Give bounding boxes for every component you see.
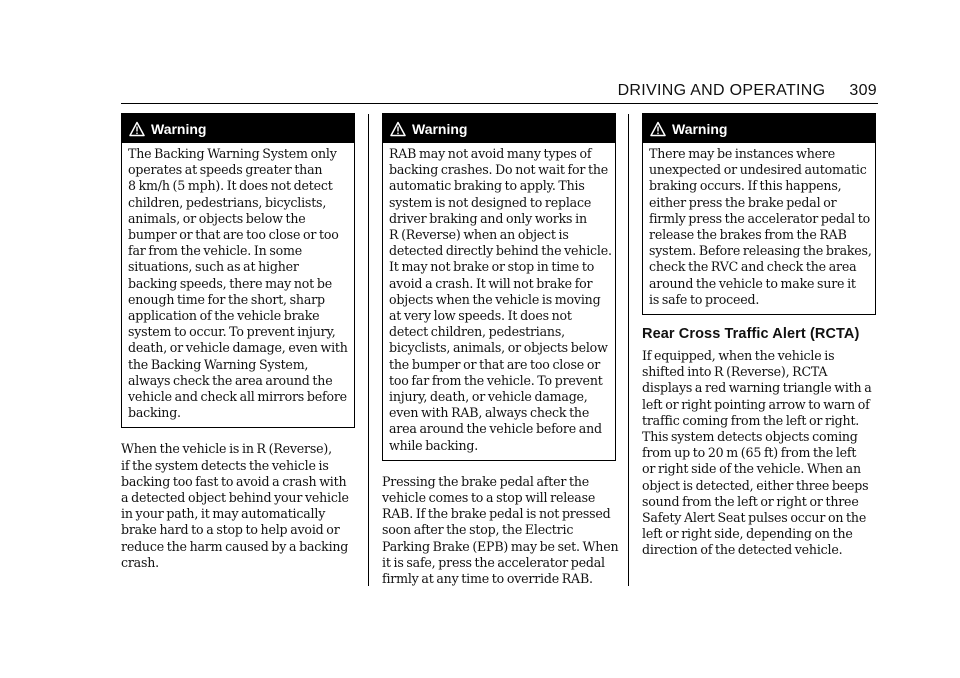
column-2 (382, 113, 619, 587)
text-line: This system detects objects coming (642, 429, 858, 445)
body-paragraph (642, 348, 876, 559)
body-paragraph (121, 441, 355, 571)
text-line: around the vehicle to make sure it (649, 275, 856, 291)
text-line: check the RVC and check the area (649, 259, 857, 275)
text-line: object is detected, either three beeps (642, 477, 869, 493)
text-line: the bumper or that are too close or (389, 356, 601, 372)
text-line: it is safe, press the accelerator pedal (382, 554, 605, 570)
text-line: Parking Brake (EPB) may be set. When (382, 538, 619, 554)
text-line: braking occurs. If this happens, (649, 178, 842, 194)
text-line: system to occur. To prevent injury, (128, 324, 336, 340)
text-line: RAB. If the brake pedal is not pressed (382, 506, 611, 522)
text-line: too far from the vehicle. To prevent (389, 372, 603, 388)
text-line: The Backing Warning System only (128, 146, 337, 161)
warning-title: Warning (672, 120, 728, 137)
text-line: enough time for the short, sharp (128, 291, 325, 307)
text-line: is safe to proceed. (649, 291, 760, 307)
text-line: animals, or objects below the (128, 210, 306, 226)
text-line: sound from the left or right or three (642, 493, 859, 509)
text-line: if the system detects the vehicle is (121, 457, 329, 473)
text-line: at very low speeds. It does not (389, 308, 572, 324)
text-line: application of the vehicle brake (128, 308, 320, 324)
text-line: There may be instances where (649, 146, 835, 161)
section-heading: Rear Cross Traffic Alert (RCTA) (642, 326, 860, 343)
text-line: reduce the harm caused by a backing (121, 538, 349, 554)
text-line: RAB may not avoid many types of (389, 146, 592, 161)
text-line: 8 km/h (5 mph). It does not detect (128, 178, 333, 194)
text-line: When the vehicle is in R (Reverse), (121, 441, 332, 457)
text-line: a detected object behind your vehicle (121, 490, 349, 506)
text-line: even with RAB, always check the (389, 405, 590, 421)
text-line: It may not brake or stop in time to (389, 259, 595, 275)
column-divider (628, 114, 629, 586)
text-line: detect children, pedestrians, (389, 324, 565, 340)
text-line: brake hard to a stop to help avoid or (121, 522, 340, 538)
text-line: children, pedestrians, bicyclists, (128, 194, 327, 210)
warning-title: Warning (151, 120, 207, 137)
warning-text (643, 143, 875, 314)
text-line: avoid a crash. It will not brake for (389, 275, 593, 291)
text-line: left or right pointing arrow to warn of (642, 396, 870, 412)
page-number: 309 (849, 82, 877, 99)
header-rule (121, 103, 878, 104)
text-line: vehicle and check all mirrors before (128, 389, 347, 405)
text-line: operates at speeds greater than (128, 162, 323, 178)
warning-triangle-icon (129, 121, 145, 137)
warning-title: Warning (412, 120, 468, 137)
text-line: R (Reverse) when an object is (389, 227, 569, 243)
text-line: situations, such as at higher (128, 259, 299, 275)
text-line: backing speeds, there may not be (128, 275, 332, 291)
text-line: in your path, it may automatically (121, 506, 326, 522)
text-line: driver braking and only works in (389, 210, 587, 226)
text-line: area around the vehicle before and (389, 421, 602, 437)
column-3 (642, 113, 876, 559)
text-line: objects when the vehicle is moving (389, 291, 601, 307)
warning-triangle-icon (650, 121, 666, 137)
text-line: traffic coming from the left or right. (642, 412, 860, 428)
text-line: Safety Alert Seat pulses occur on the (642, 510, 867, 526)
text-line: vehicle comes to a stop will release (382, 490, 596, 506)
text-line: backing. (128, 405, 181, 421)
text-line: system. Before releasing the brakes, (649, 243, 872, 259)
warning-text (122, 143, 354, 427)
text-line: firmly press the accelerator pedal to (649, 210, 870, 226)
running-header (600, 82, 877, 104)
text-line: crash. (121, 554, 159, 570)
warning-box (382, 113, 616, 461)
text-line: shifted into R (Reverse), RCTA (642, 364, 828, 380)
text-line: backing crashes. Do not wait for the (389, 162, 609, 178)
text-line: automatic braking to apply. This (389, 178, 585, 194)
text-line: or right side of the vehicle. When an (642, 461, 861, 477)
text-line: release the brakes from the RAB (649, 227, 847, 243)
text-line: while backing. (389, 437, 479, 453)
text-line: backing too fast to avoid a crash with (121, 473, 347, 489)
warning-header (122, 114, 354, 143)
warning-header (643, 114, 875, 143)
text-line: firmly at any time to override RAB. (382, 571, 593, 587)
warning-triangle-icon (390, 121, 406, 137)
column-divider (368, 114, 369, 586)
text-line: the Backing Warning System, (128, 356, 309, 372)
text-line: either press the brake pedal or (649, 194, 837, 210)
text-line: bumper or that are too close or too (128, 227, 339, 243)
text-line: displays a red warning triangle with a (642, 380, 872, 396)
warning-header (383, 114, 615, 143)
text-line: injury, death, or vehicle damage, (389, 389, 588, 405)
text-line: Pressing the brake pedal after the (382, 473, 590, 489)
text-line: detected directly behind the vehicle. (389, 243, 612, 259)
text-line: left or right side, depending on the (642, 526, 853, 542)
text-line: death, or vehicle damage, even with (128, 340, 348, 356)
warning-text (383, 143, 615, 460)
warning-box (642, 113, 876, 315)
text-line: system is not designed to replace (389, 194, 592, 210)
text-line: far from the vehicle. In some (128, 243, 303, 259)
text-line: direction of the detected vehicle. (642, 542, 843, 558)
text-line: bicyclists, animals, or objects below (389, 340, 608, 356)
text-line: always check the area around the (128, 372, 333, 388)
text-line: unexpected or undesired automatic (649, 162, 867, 178)
text-line: from up to 20 m (65 ft) from the left (642, 445, 857, 461)
body-paragraph (382, 473, 619, 587)
warning-box (121, 113, 355, 428)
text-line: If equipped, when the vehicle is (642, 348, 835, 364)
section-title: DRIVING AND OPERATING (617, 82, 826, 99)
text-line: soon after the stop, the Electric (382, 522, 574, 538)
column-1 (121, 113, 355, 571)
